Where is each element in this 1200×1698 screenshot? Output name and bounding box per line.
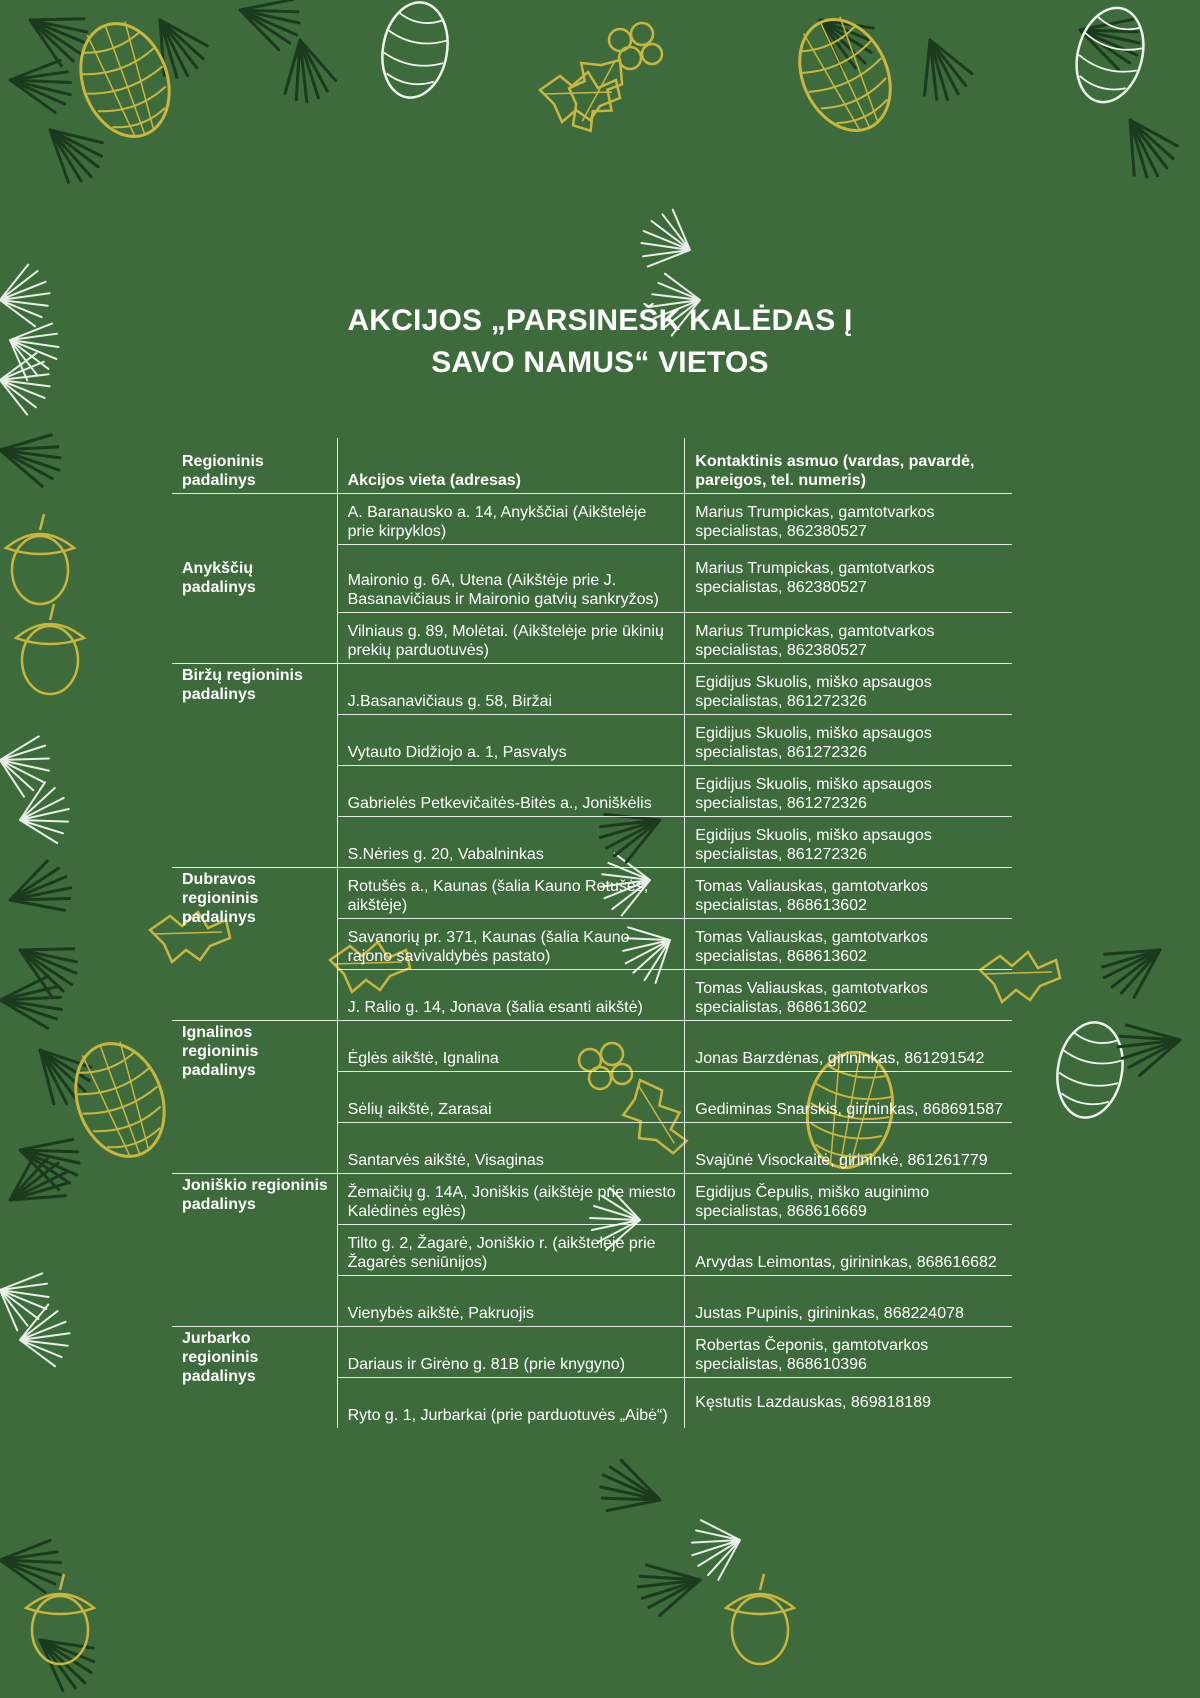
contact-cell: Marius Trumpickas, gamtotvarkos specialistas, 862380527 [685,494,1012,545]
region-cell: Anykščių padalinys [172,494,337,664]
address-cell: Ryto g. 1, Jurbarkai (prie parduotuvės „Aibė“) [337,1378,685,1429]
header-address: Akcijos vieta (adresas) [337,438,685,494]
table-row [172,1174,1012,1225]
contact-cell: Arvydas Leimontas, girininkas, 868616682 [685,1225,1012,1276]
region-cell: Joniškio regioninis padalinys [172,1174,337,1327]
address-cell: Vytauto Didžiojo a. 1, Pasvalys [337,715,685,766]
contact-cell: Svajūnė Visockaitė, girininkė, 861261779 [685,1123,1012,1174]
address-cell: J. Ralio g. 14, Jonava (šalia esanti aikštė) [337,970,685,1021]
contact-cell: Egidijus Skuolis, miško apsaugos specialistas, 861272326 [685,664,1012,715]
locations-table [172,438,1012,1428]
contact-cell: Justas Pupinis, girininkas, 868224078 [685,1276,1012,1327]
table-row [172,868,1012,919]
contact-cell: Egidijus Skuolis, miško apsaugos specialistas, 861272326 [685,766,1012,817]
address-cell: Vilniaus g. 89, Molėtai. (Aikštelėje prie ūkinių prekių parduotuvės) [337,613,685,664]
contact-cell: Kęstutis Lazdauskas, 869818189 [685,1378,1012,1429]
header-contact: Kontaktinis asmuo (vardas, pavardė, pareigos, tel. numeris) [685,438,1012,494]
address-cell: Dariaus ir Girėno g. 81B (prie knygyno) [337,1327,685,1378]
address-cell: A. Baranausko a. 14, Anykščiai (Aikštelėje prie kirpyklos) [337,494,685,545]
address-cell: Gabrielės Petkevičaitės-Bitės a., Joniškėlis [337,766,685,817]
title-line-2: SAVO NAMUS“ VIETOS [431,346,769,379]
header-region: Regioninis padalinys [172,438,337,494]
region-cell: Biržų regioninis padalinys [172,664,337,868]
contact-cell: Egidijus Skuolis, miško apsaugos specialistas, 861272326 [685,715,1012,766]
address-cell: Sėlių aikštė, Zarasai [337,1072,685,1123]
address-cell: J.Basanavičiaus g. 58, Biržai [337,664,685,715]
contact-cell: Gediminas Snarskis, girininkas, 868691587 [685,1072,1012,1123]
region-cell: Dubravos regioninis padalinys [172,868,337,1021]
contact-cell: Egidijus Skuolis, miško apsaugos specialistas, 861272326 [685,817,1012,868]
page-title [0,300,1200,384]
contact-cell: Marius Trumpickas, gamtotvarkos specialistas, 862380527 [685,545,1012,613]
address-cell: Vienybės aikštė, Pakruojis [337,1276,685,1327]
contact-cell: Egidijus Čepulis, miško auginimo specialistas, 868616669 [685,1174,1012,1225]
address-cell: Tilto g. 2, Žagarė, Joniškio r. (aikštelėje prie Žagarės seniūnijos) [337,1225,685,1276]
address-cell: Savanorių pr. 371, Kaunas (šalia Kauno rajono savivaldybės pastato) [337,919,685,970]
table-row [172,1021,1012,1072]
address-cell: Maironio g. 6A, Utena (Aikštėje prie J. Basanavičiaus ir Maironio gatvių sankryžos) [337,545,685,613]
address-cell: Žemaičių g. 14A, Joniškis (aikštėje prie miesto Kalėdinės eglės) [337,1174,685,1225]
contact-cell: Robertas Čeponis, gamtotvarkos specialistas, 868610396 [685,1327,1012,1378]
address-cell: Ėglės aikštė, Ignalina [337,1021,685,1072]
address-cell: S.Nėries g. 20, Vabalninkas [337,817,685,868]
region-cell: Ignalinos regioninis padalinys [172,1021,337,1174]
table-row [172,1327,1012,1378]
address-cell: Santarvės aikštė, Visaginas [337,1123,685,1174]
table-row [172,494,1012,545]
table-row [172,664,1012,715]
contact-cell: Marius Trumpickas, gamtotvarkos specialistas, 862380527 [685,613,1012,664]
address-cell: Rotušės a., Kaunas (šalia Kauno Rotušės, aikštėje) [337,868,685,919]
contact-cell: Tomas Valiauskas, gamtotvarkos specialistas, 868613602 [685,868,1012,919]
region-cell: Jurbarko regioninis padalinys [182,1330,259,1385]
contact-cell: Tomas Valiauskas, gamtotvarkos specialistas, 868613602 [685,970,1012,1021]
title-line-1: AKCIJOS „PARSINEŠK KALĖDAS Į [347,304,853,337]
table-header-row [172,438,1012,494]
contact-cell: Jonas Barzdėnas, girininkas, 861291542 [685,1021,1012,1072]
contact-cell: Tomas Valiauskas, gamtotvarkos specialistas, 868613602 [685,919,1012,970]
